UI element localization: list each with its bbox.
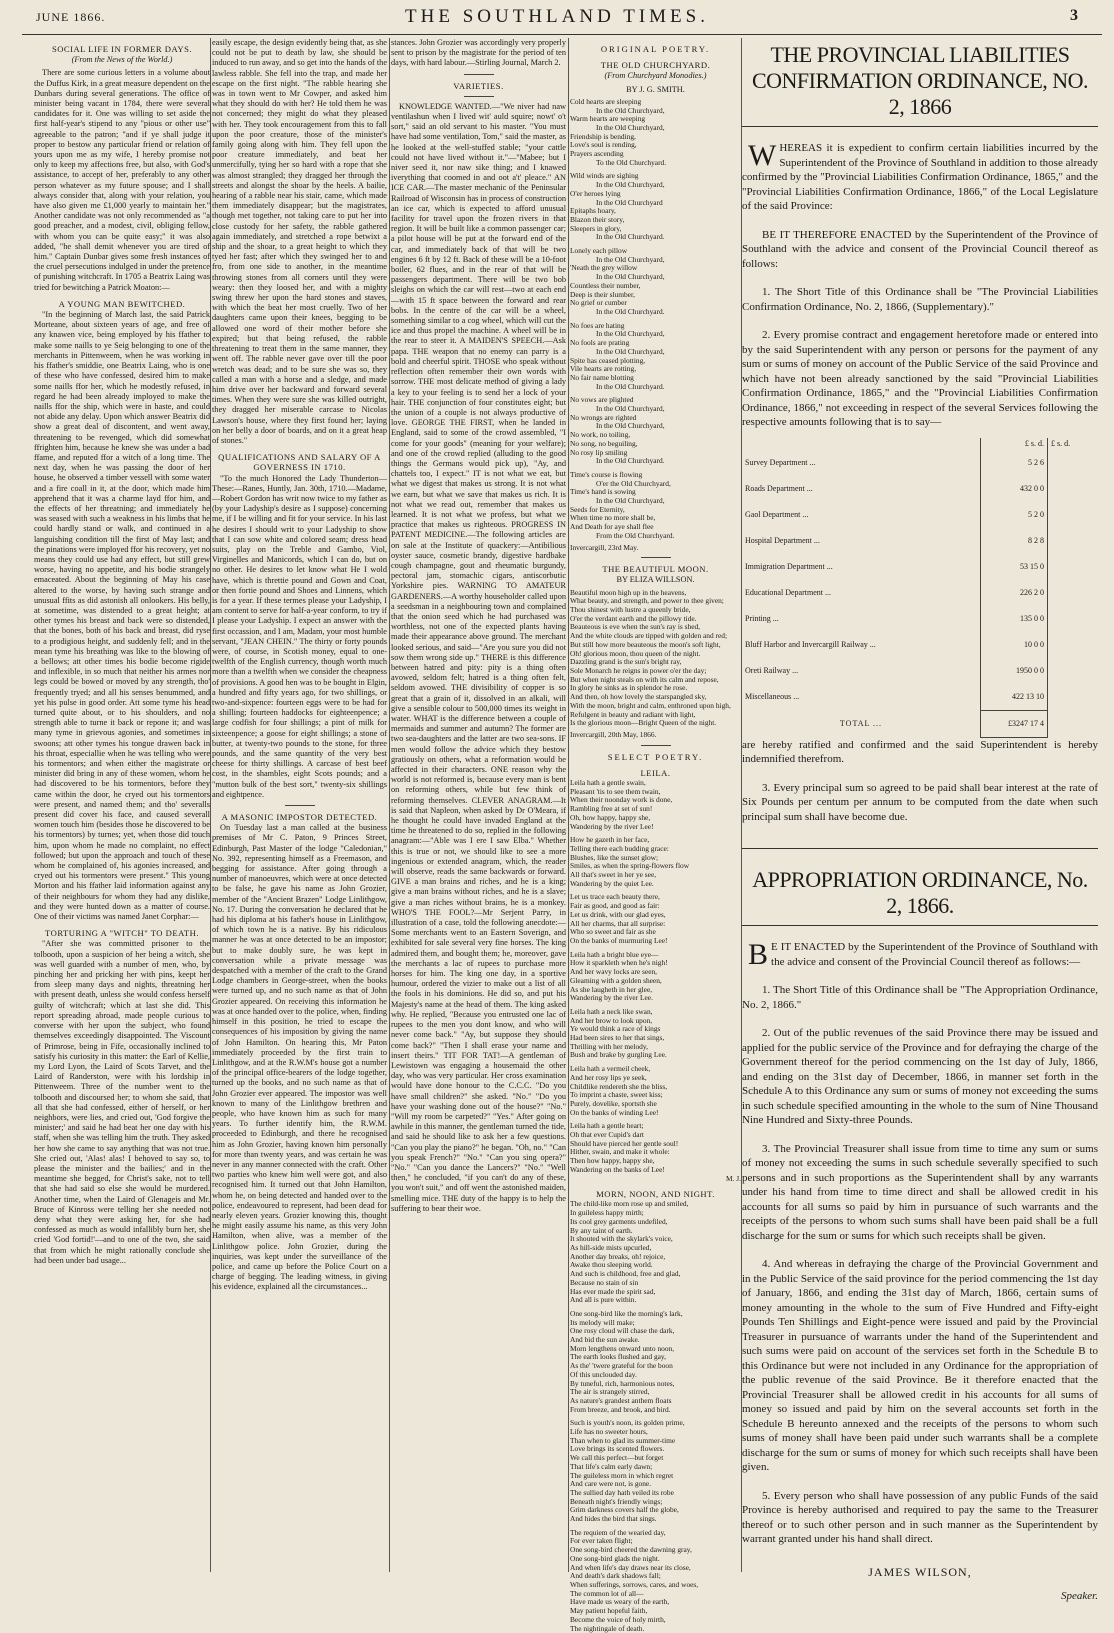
poem-line: No rosy lip smiling xyxy=(570,447,628,457)
poem-line: Life has no sweeter hours, xyxy=(570,1427,648,1437)
poem-title: THE OLD CHURCHYARD. xyxy=(600,60,711,71)
poem-line: Cold hearts are sleeping xyxy=(570,96,642,106)
poem-line: Refulgent in beauty and radiant with light, xyxy=(570,709,696,719)
poem-line: Wild winds are sighing xyxy=(570,171,639,181)
poem-line: Oh, how happy, happy she, xyxy=(570,812,651,822)
section-3: 3. The Provincial Treasurer shall issue from time to time any sum or sums of money not exceeding the sums in such schedule severally specified to such persons and in such proportions as the Superintendent shall by any warrants under his hand from time to time direct and shall be allowed credit in his accounts for all sums so paid by him in pursuance of such warrants and the receipts of the persons to whom such sums shall have been paid shall be a full discharge for the sum or sums for which such receipts shall be given. xyxy=(742,1142,1098,1242)
schedule-row xyxy=(742,684,1098,711)
poem-line: One song-bird cheered the dawning gray, xyxy=(570,1545,692,1555)
schedule-header-amount: £ s. d. xyxy=(981,438,1048,450)
poem-line: The earth looks flushed and gay, xyxy=(570,1352,666,1362)
poem-body xyxy=(570,779,741,1175)
poem-line: Smiles, as when the spring-flowers flow xyxy=(570,861,690,871)
poem-line: Purely, dovelike, sportsth she xyxy=(570,1098,657,1108)
poem-line: No fair name blotting xyxy=(570,372,634,382)
poem-line: Let us drink, with our glad eyes, xyxy=(570,909,666,919)
poem-line: Beauteous is eve when the sun's ray is shed, xyxy=(570,622,701,632)
poem-line: The child-like morn rose up and smiled, xyxy=(570,1199,689,1209)
poem-line: Deep is their slumber, xyxy=(570,289,635,299)
poem-line: We call this perfect—but forget xyxy=(570,1453,664,1463)
poem-line: And her rosy lips ye seek, xyxy=(570,1072,647,1082)
poem-line: When sufferings, sorrows, cares, and woes, xyxy=(570,1580,699,1589)
schedule-item: Roads Department ... xyxy=(745,484,813,493)
poem-line: In the Old Churchyard, xyxy=(596,180,665,190)
poem-line: Warm hearts are weeping xyxy=(570,114,646,124)
poem-line: In glory he sinks as in splendor he rose. xyxy=(570,683,688,693)
signature-role: Speaker. xyxy=(1061,1589,1098,1602)
poem-line: Time's course is flowing xyxy=(570,469,643,479)
poem-source: (From Churchyard Monodies.) xyxy=(604,71,707,81)
poem-line: And her brow to look upon, xyxy=(570,1015,653,1025)
separator xyxy=(464,96,494,97)
poem-line: Childlike rendereth she the bliss, xyxy=(570,1081,668,1091)
schedule-amount: 53 15 0 xyxy=(981,554,1048,580)
schedule-item: Immigration Department ... xyxy=(745,562,833,571)
separator xyxy=(641,557,671,558)
schedule-amount: 10 0 0 xyxy=(981,632,1048,658)
article-paragraph: stances. John Grozier was accordingly very properly sent to prison by the magistrate for the period of ten days, with hard labour.—Stirling Journal, March 2. xyxy=(391,38,566,68)
poem-line: In the Old Churchyard. xyxy=(596,232,665,242)
poem-line: In the Old Churchyard, xyxy=(596,254,665,264)
appropriation-enacting-clause xyxy=(742,940,1098,969)
schedule-amount: 8 2 8 xyxy=(981,528,1048,554)
ordinance-divider xyxy=(742,848,1098,849)
poem-signature: Invercargill, 23rd May. xyxy=(570,542,639,552)
poem-line: As she laugheth in her glee, xyxy=(570,984,653,994)
section-heading: ORIGINAL POETRY. xyxy=(600,44,711,54)
poem-line: For ever taken flight; xyxy=(570,1536,633,1546)
poem-line: What beauty, and strength, and power to thee given; xyxy=(570,596,724,606)
poem-line: To imprint a chaste, sweet kiss; xyxy=(570,1090,663,1100)
poem-line: Oh that ever Cupid's dart xyxy=(570,1130,644,1140)
schedule-row xyxy=(742,476,1098,502)
poem-line: As hill-side mists upcurled, xyxy=(570,1242,652,1252)
article-heading: QUALIFICATIONS AND SALARY OF A GOVERNESS IN 1710. xyxy=(218,452,381,473)
schedule-total-cell xyxy=(1048,554,1099,580)
poem-line: Who so sweet and fair as she xyxy=(570,927,656,937)
poem-title: MORN, NOON, AND NIGHT. xyxy=(596,1189,715,1200)
schedule-row xyxy=(742,632,1098,658)
poem-line: In the Old Churchyard, xyxy=(596,346,665,356)
schedule-row xyxy=(742,606,1098,632)
poem-signature: Invercargill, 20th May, 1866. xyxy=(570,729,657,739)
poem-line: Of this unclouded day. xyxy=(570,1369,637,1379)
schedule-amount: 135 0 0 xyxy=(981,606,1048,632)
poem-line: How it sparkleth when he's nigh! xyxy=(570,958,668,968)
poem-line: Leila hath a gentle heart; xyxy=(570,1121,644,1131)
poem-line: By any taint of earth. xyxy=(570,1225,633,1235)
schedule-total-cell xyxy=(1048,658,1099,684)
poem-line: Beneath night's friendly wings; xyxy=(570,1496,663,1506)
poem-line: But when night steals on with its calm and repose, xyxy=(570,674,719,684)
poem-line: Another day breaks, oh! rejoice, xyxy=(570,1251,666,1261)
poem-line: No foes are hating xyxy=(570,320,625,330)
schedule-total-cell xyxy=(1048,632,1099,658)
poem-line: Because no stain of sin xyxy=(570,1277,639,1287)
poem-line: Wandering by the river Lee! xyxy=(570,821,654,831)
masthead xyxy=(0,0,1114,32)
poem-line: Its cool grey garments undefiled, xyxy=(570,1216,668,1226)
poem-line: Oh! glorious moon, thou queen of the night. xyxy=(570,648,701,658)
schedule-amount: 422 13 10 xyxy=(981,684,1048,711)
poem-line: Friendship is bending, xyxy=(570,131,636,141)
poem-line: And the white clouds are tipped with golden and red; xyxy=(570,631,728,641)
poem-line: Sole Monarch he reigns in power o'er the day; xyxy=(570,666,707,675)
article-paragraph: "In the beginning of March last, the said Patrick Morteane, about sixteen years of age, and free of any knawen vice, being employed by his ffather to make some naills to ye Seig belonging to one of the merchants in Pittenweem, when he was working in his ffather's smiddie, one Beatrix Laing, who is one of these who have confessed, desired him to make some naills ffor her, which he modestly refused, in regard he had been already imployed to make the naills ffor the ship, which were in haste, and could not abide any delay. Upon which answer Beatrix did show a great deal of discontent, and went away, threatening to be revenged, which did somewhat ffrighten him, because he knew she was under a bad ffame, and reputed ffor a witch of a long time. The next day, when he was passing the door of her house, he observed a timber vessell with some water and a fire coall in it, at the door, which made him apprehend that it was a charme layd ffor him, and the effects of her threatning; and immediately he was seased with such a weakness in his limbs that he could hardly stand or walk, and continued in a languishing condition till the first of May last; and the pinations were imployed ffor his recovery, yet no means they could use had any effect, but still grew worse, having no appetite, and his bodie strangely emaceated. About the beginning of May his case altered to the worse, by having such strange and unusual ffits as did astonish all onlookers. His belly, at sometime, was distended to a great height; at other tymes his breast and back were so distended, that the bones, both of his back and breast, did ryse to a prodigious height, and suddenly fell; and in the mean tyme his breathing was like to the blowing of a bellows; att other times his bodie become rigide and inflexible, in so much that neither his armes nor legs could be bowed or moved by any strength, tho' frequently tryed; and all his senses benummed, and yet his pulse in good order. Att some tyme his head turned quite about, or to his shoulders, and no strength able to turne it back or repone it; and was many tyme in grievous agonies, and sometimes in swoons; att other tymes his tongue drawen back in his throat, especiallie when he was telling who were his tormentors; and when either the magistrate or minister did bring in any of these women, whom he had discovered to be his tormentors, before they came within the door, he cryed out his tormentors were present, and named them; and tho' severalls present did cover his face, and caused severall women touch him (besides those he discovered to be his tormentors) by turnes; yet, when those did touch him, upon whom he made no complaint, no effect followed; but upon the approach and touch of these whom he complained of, his agonies increased, and cryed out his tormentors were present." This young Morton and his ffather laid information against any of their neighbours for whom they had any dislike, and they were hunted down as a matter of course. One of their victims was named Janet Corphar:— xyxy=(34,310,210,922)
schedule-item: Bluff Harbor and Invercargill Railway ... xyxy=(745,640,876,649)
article-paragraph: easily escape, the design evidently being that, as she could not be put to death by law, she should be induced to run away, and so get into the hands of the lawless rabble. She fell into the trap, and made her escape on the first night. "The rabble hearing she was in town went to Mr Cowper, and asked him what they should do with her? He told them he was not concerned; they might do what they pleased with her. They took encouragement from this to fall upon the poor creature, those of the minister's family going along with him. They fell upon the poor creature immediately, and beat her unmercifully, tying her so hard with a rope that she was almost strangled; they dragged her through the streets and alongst the shoar by the heels. A bailie, hearing of a rabble near his stair, came, which made them immediately disappear; but the magistrates, though met together, not taking care to put her into close custody for her safety, the rabble gathered again immediately, and stretched a rope betwixt a ship and the shoar, to a great height to which they tyed her fast; after which they swinged her to and fro, from one side to another, in the meantime throwing stones from all corners until they were weary: then they loosed her, and with a mighty swing threw her upon the hard stones and staves, with which the beat her most cruelly. Two of her daughters came upon their knees, begging to be allowed one word of their mother before she expired; but that being refused, the rabble threatening to treat them in the same manner, they went off. The rabble never gave over till the poor wretch was dead; and to be sure she was so, they called a man with a horse and a sledge, and made him drive over her backward and forward several times. When they were sure she was killed outright, they dragged her miserable carcase to Nicolas Lawson's house, where they first found her; laying on her belly a door of boards, and on it a great heap of stones." xyxy=(212,38,387,445)
poem-title: LEILA. xyxy=(640,767,671,778)
schedule-amount: 5 2 0 xyxy=(981,502,1048,528)
poem-line: Such is youth's noon, its golden prime, xyxy=(570,1418,685,1428)
poem-line: On the banks of murmuring Lee! xyxy=(570,935,668,945)
poem-line: Blazon their story, xyxy=(570,214,625,224)
poem-line: Wandering by the quiet Lee. xyxy=(570,878,654,888)
poem-line: In the Old Churchyard, xyxy=(596,404,665,414)
schedule-row xyxy=(742,450,1098,476)
article-heading: SOCIAL LIFE IN FORMER DAYS. xyxy=(51,44,193,54)
poem-line: In the Old Churchyard, xyxy=(596,272,665,282)
schedule-row xyxy=(742,658,1098,684)
poem-line: Grim darkness covers half the globe, xyxy=(570,1505,679,1515)
poem-line: O'er heroes lying xyxy=(570,188,621,198)
schedule-row xyxy=(742,502,1098,528)
poem-line: The common lot of all— xyxy=(570,1588,644,1598)
column-2 xyxy=(212,38,387,1572)
schedule-item: Gaol Department ... xyxy=(745,510,809,519)
poem-line: No song, no beguiling, xyxy=(570,438,638,448)
schedule-total-cell xyxy=(1048,502,1099,528)
poem-line: And bid the sun awake. xyxy=(570,1335,640,1345)
poem-line: In guileless happy mirth; xyxy=(570,1208,644,1218)
poem-line: Fair as good, and good as fair: xyxy=(570,901,660,911)
whereas-paragraph xyxy=(742,141,1098,214)
poem-line: O'er the verdant earth and the pillowy tide. xyxy=(570,613,697,623)
schedule-total-cell xyxy=(1048,528,1099,554)
poem-line: The air is strangely stirred, xyxy=(570,1387,650,1397)
separator xyxy=(464,74,494,75)
poem-line: On the banks of winding Lee! xyxy=(570,1107,659,1117)
poem-line: It shouted with the skylark's voice, xyxy=(570,1234,673,1244)
poem-line: Hither, swain, and make it whole: xyxy=(570,1147,670,1157)
masthead-rule xyxy=(22,34,1102,35)
schedule-item: Printing ... xyxy=(745,614,779,623)
poem-line: Wandering by the river Lee. xyxy=(570,993,653,1003)
poem-line: In the Old Churchyard. xyxy=(596,381,665,391)
poem-line: Prayers ascending xyxy=(570,149,624,159)
section-3: 3. Every principal sum so agreed to be paid shall bear interest at the rate of Six Pounds per centum per annum to be computed from the date when such principal sum shall have become due. xyxy=(742,781,1098,823)
article-paragraph: On Tuesday last a man called at the business premises of Mr C. Paton, 9 Princes Street, Edinburgh, Past Master of the lodge "Caledonian," No. 392, representing himself as a Freemason, and begging for assistance. After going through a number of manoeuvres, which were at once detected to be false, he gave his name as John Grozier, member of the "Ancient Brazen" Lodge Linlithgow, No. 17. During the conversation he declared that he had his diploma at his father's house in Linlithgow, of which town he is a native. By his ridiculous manner he was at once detected to be an impostor; but to make doubly sure, he was kept in conversation while a private message was despatched with a member of the craft to the Grand Lodge chambers in George-street, when the books were turned up, and no such name as that of John Grozier appeared. On receiving this information he was at once handed over to the police, when, finding himself in this position, he tried to escape the consequences of his imposition by giving the name of John Hamilton. On hearing this, Mr Paton immediately proceeded by the first train to Linlithgow, and at the R.W.M's house got a number of the principal office-bearers of the lodge together, turned up the books, and no such name as that of John Grozier ever appeared. The impostor was well known to many of the Linlithgow brethren and people, who have known him as such for many years. To further identify him, the R.W.M. proceeded to Edinburgh, and there he recognised him as John Grozier, having known him personally for more than twenty years, and was certain he was never in any manner connected with the craft. Other two parties who knew him well were got, and also recognised him. It turned out that John Hamilton, whom he, on being detected and handed over to the police, endeavoured to represent, had been dead for nearly eleven years. Grozier knowing this, thought he might easily assume his name, as this very John Hamilton, when alive, was a member of the Linlithgow police. John Grozier, during the inquiries, was kept under the surveillance of the police, and came up before the Police Court on a charge of begging. The leading witness, in giving his evidence, explained all the circumstances... xyxy=(212,823,387,1292)
poem-line: When their noonday work is done, xyxy=(570,795,673,805)
poem-line: No vows are plighted xyxy=(570,395,634,405)
schedule-total-cell xyxy=(1048,580,1099,606)
poem-line: Wandering on the banks of Lee! xyxy=(570,1164,665,1174)
section-5: 5. Every person who shall have possession of any public Funds of the said Province is hereby authorised and required to pay the same to the Treasurer thereof or to such other person and in such manner as the Superintendent by warrant granted under his hand shall direct. xyxy=(742,1489,1098,1545)
poem-line: Love's soul is rending, xyxy=(570,140,637,150)
article-source: (From the News of the World.) xyxy=(71,55,173,65)
schedule-amount: 432 0 0 xyxy=(981,476,1048,502)
article-paragraph: "To the much Honored the Lady Thunderton—These:—Ranes, Huntly, Jan. 30th, 1710.—Madame,—Robert Gordon has writ now twice to my father as (by your Ladyship's desire as I suppose) concerning me, if I be willing and fit for your service. In his last he desires I should writ to your Ladyship to show that I can sow white and colored seam; dress head suits, play on the Treble and Gambo, Viol, Virginelles and Manicords, which I can do, but on no other. He desires to let know what He I wold have, which is threttie pound and Gown and Coat, or then fortie pound and Shoes and Linnens, which is for a year. If these termes please your Ladyship, I am content to serve for half-a-year conform, to try if I please your Ladyship. I expect an answer with the first occassion, and I am, Madam, your most humble servant, "JEAN CHEIN." The thirty or forty pounds were, of course, in Scotish money, equal to one-twelfth of the English currency, though worth much more than a twelfth when we consider the cheapness of provisions. A good hen was to be bought in Elgin, a hundred and fifty years ago, for two shillings, or two-and-sixpence: fourteen eggs were to be had for a shilling; fourteen haddocks for eighteenpence; a large codfish for four shillings; a pint of milk for sixteenpence; a goose for eight shillings; a stone of butter, at twenty-two pounds to the stone, for three pounds, and the same quantity of the very best cheese for thirty shillings. A carcase of best beef cost, in the shambles, eight Scots pounds; and a "mutton bulk of the best sort," twenty-six shillings and eightpence. xyxy=(212,473,387,799)
poem-line: Spite has ceased plotting, xyxy=(570,355,646,365)
poem-line: To the Old Churchyard. xyxy=(596,157,667,167)
article-subheading: TORTURING A "WITCH" TO DEATH. xyxy=(45,928,199,939)
poem-line: Seeds for Eternity, xyxy=(570,504,625,514)
poem-line: No wrongs are righted xyxy=(570,412,637,422)
ordinances-column xyxy=(742,38,1098,1602)
poem-line: In the Old Churchyard xyxy=(596,197,663,207)
poem-line: All that's sweet in her ye see, xyxy=(570,870,657,880)
poem-line: No grief or cumber xyxy=(570,298,627,308)
poem-line: Beautiful moon high up in the heavens, xyxy=(570,587,687,597)
column-divider xyxy=(210,38,211,1572)
poem-line: One rosy cloud will chase the dark, xyxy=(570,1326,675,1336)
poem-line: Bush and brake by gurgling Lee. xyxy=(570,1050,667,1060)
schedule-header-row xyxy=(742,438,1098,450)
liabilities-ordinance-title: THE PROVINCIAL LIABILITIES CONFIRMATION ORDINANCE, NO. 2, 1866 xyxy=(751,42,1089,119)
poem-line: Leila hath a neck like swan, xyxy=(570,1006,653,1016)
schedule-item: Oreti Railway ... xyxy=(745,666,799,675)
poem-line: In the Old Churchyard, xyxy=(596,496,665,506)
poem-line: Leila hath a vermeil cheek, xyxy=(570,1064,651,1074)
schedule-amount: 226 2 0 xyxy=(981,580,1048,606)
section-2-conclusion: are hereby ratified and confirmed and the said Superintendent is hereby indemnified therefrom. xyxy=(742,738,1098,765)
schedule-total-cell xyxy=(1048,476,1099,502)
poem-line: Ye would think a race of kings xyxy=(570,1024,661,1034)
drop-cap: B xyxy=(748,938,769,971)
poem-author: BY J. G. SMITH. xyxy=(626,84,685,94)
poem-line: Countless their number, xyxy=(570,280,641,290)
poem-line: That life's calm early dawn; xyxy=(570,1461,653,1471)
poem-line: All her charms, that all surprise: xyxy=(570,918,666,928)
schedule-item: Miscellaneous ... xyxy=(745,692,800,702)
column-4 xyxy=(570,38,741,1633)
article-paragraph: KNOWLEDGE WANTED.—"We niver had naw ventilashun when I lived wit' auld squire; nowt' o't sort," said an old servant to his master. "You must have had some ventilation, Tom," said the master, as he looked at the well-stuffed stable; "your cattle could not have lived without it."—"Mabee; but I niver seed it, nor naw sike thing; and I knawed iverything that coomed in and oot a't' pleace." AN ICE CAR.—The master mechanic of the Peninsular Railroad of Wisconsin has in process of construction an ice car, which is expected to afford unusual facility for travel upon the frozen rivers in that region. It will be built like a common passenger car; a pilot house will be put at the forward end of the car, and immediately back of that will be two engines 6 ft by 12 ft. Back of these will be a 10-foot boiler, 62 flues, and in the rear of that will be passengers department. There will be two bob sleighs on which the car will rest—two at each end—with 15 ft space between the forward and rear bobs. In the centre of the car will be a wheel, something similar to a cog wheel, which will cut the ice and thus propel the machine. A wheel will be in the rear to steer it. A MAIDEN'S SPEECH.—Ask papa. THE weapon that no enemy can parry is a bold and cheerful spirit. THOSE who speak without reflection often remember their own words with sorrow. THE most delicate method of giving a lady a key to your feeling is to send her a lock of your hair. THE conjunction of four constitutes eight; but the union of a couple is not always productive of love. GEORGE THE FIRST, when he landed in England, said to some of the crowd assembled, "I come for your goods" (meaning for your welfare); and one of the crowd replied (alluding to the good things the Germans would pick up), "Ay, and chattels too, I expect." IT is not what we eat, but what we digest that makes us strong. It is not what we earn, but what we save that makes us rich. It is not what we read out, remember that makes us learned. It is not what we profess, but what we practice that makes us righteous. PROGRESS IN PATENT MEDICINE.—The following articles are on sale at the Institute of quackery:—Antibilious oyster sauce, cosmetic brandy, digestive hardbake cough champagne, gout and rheumatic burgundy, pectoral jam, stomachic cigars, antiscorbutic Yorkshire pies. WARNING TO AMATEUR GARDENERS.—A worthy householder called upon a seedsman in a neighbouring town and complained that the onion seed which he had purchased was worthless, not one of the expected plants having made their appearance above ground. The merchant looked serious, and said—"Are you sure you did not sow them wrong side up." THERE is this difference between hatred and pity: pity is a thing often avowed, seldom felt; hatred is a thing often felt, seldom avowed. THE divisibility of copper is so great that a grain of it, dissolved in an alkali, will give a sensible colour to 500,000 times its weight in water. WHAT is the difference between a couple of mermaids and summer and autumn? The former are two sea-daughters and the latter are two sea-sons. IF men would follow the advice which they bestow gratiously on others, what a reformation would be affected in their characters. ONE reason why the world is not reformed is, because every man is bent on reforming others, while but few think of reforming themselves. CLEVER ANAGRAM.—It is said that Napleon, when asked by Dr O'Meara, if he thought he could have invaded England at the time he threatened to do so, replied in the following anagram:—"Able was I ere I saw Elba." Whether this is true or not, we should like to see a more ingenious or extended anagram, which, the reader will observe, reads the same backwards or forward. GIVE a man brains and riches, and he is a king; give a man brains without riches, and he is a slave; give a man riches without brains, he is a monkey. WHO'S THE FOOL?—Mr Serjent Parry, in illustration of a case, told the following anecdote:—Some merchants went to an Eastern Soverign, and exhibited for sale several very fine horses. The king admired them, and bought them; he, moreover, gave the merchants a lac of rupees to purchase more horses for him. The king one day, in a sportive humour, ordered the vizier to make out a list of all the fools in his dominions. He did so, and put his Majesty's name at the head of them. The king asked why. He replied, "Because you entrusted one lac of rupees to the men you dont know, and who will never come back." "Ay, but suppose they should come back?" "Then I shall erase your name and insert theirs." TIT FOR TAT!—A gentleman of Lewistown was engaging a housemaid the other day, who was very particular. Her cross examination would have done honour to the C.C.C. "Do you have small children?" she asked. "No." "Do you have your washing done out of the house?" "No." "Will my room be carpeted?" "Yes." After going on awhile in this manner, the gentleman turned the tide, and said he should like to ask her a few questions. "Can you play the piano?" he began. "Oh, no." "Can you speak French?" "No." "Can you sing opera?" "No." "Can you dance the Lancers?" "No." "Well then," he concluded, "if you can't do any of these, you won't suit," and off went the astonished maiden, smelling mice. THE duty of the happy is to help the suffering to bear their woe. xyxy=(391,101,566,1213)
poem-line: By tuneful, rich, harmonious notes, xyxy=(570,1378,675,1388)
schedule-total-row xyxy=(742,710,1098,737)
poem-line: And then, oh how lovely the starspangled sky, xyxy=(570,692,707,702)
poem-line: And care were not, is gone. xyxy=(570,1479,652,1489)
article-heading: A MASONIC IMPOSTOR DETECTED. xyxy=(221,812,378,823)
poem-body xyxy=(570,98,741,541)
page-number: 3 xyxy=(1070,7,1078,24)
poem-line: Time's hand is sowing xyxy=(570,487,636,497)
column-1 xyxy=(34,38,210,1572)
whereas-text: HEREAS it is expedient to confirm certain liabilities incurred by the Superintendent of the Province of Southland in addition to those already confirmed by the "Provincial Liabilities Confirmation Ordinance, 1865," and the "Provincial Liabilities Confirmation Ordinance, 1866," of the Local Legislature of the said Province: xyxy=(742,142,1098,212)
article-subheading: A YOUNG MAN BEWITCHED. xyxy=(58,298,186,309)
poem-line: When time no more shall be, xyxy=(570,513,656,523)
poem-line: In the Old Churchyard. xyxy=(596,456,665,466)
column-3 xyxy=(391,38,566,1572)
poem-line: Had been sires to her that sings, xyxy=(570,1033,665,1043)
poem-line: Vile hearts are rotting, xyxy=(570,364,637,374)
schedule-item: Educational Department ... xyxy=(745,588,831,597)
column-divider xyxy=(389,38,390,1572)
section-1: 1. The Short Title of this Ordinance shall be "The Appropriation Ordinance, No. 2, 1866." xyxy=(742,984,1098,1011)
schedule-total-label: TOTAL ... xyxy=(839,719,883,728)
liabilities-schedule xyxy=(742,438,1098,738)
appropriation-ordinance-title: APPROPRIATION ORDINANCE, No. 2, 1866. xyxy=(752,867,1088,918)
separator xyxy=(285,805,315,806)
section-2: 2. Every promise contract and engagement heretofore made or entered into by the said Superintendent with any person or persons for the payment of any sum or sums of money on account of the Public Service of the said Province and which have not been already sanctioned by the said "Provincial Liabilities Confirmation Ordinance, 1865," and the "Provincial Liabilities Confirmation Ordinance, 1866," not exceeding in respect of the several Services following the respective amounts following that is to say— xyxy=(742,329,1098,428)
poem-line: The nightingale of death. xyxy=(570,1623,645,1633)
enacting-text: E IT ENACTED by the Superintendent of the Province of Southland with the advice and consent of the Provincial Council thereof as follows:— xyxy=(771,941,1098,968)
poem-line: One song-bird like the morning's lark, xyxy=(570,1308,683,1318)
poem-author: BY ELIZA WILLSON. xyxy=(616,575,695,585)
poem-body xyxy=(570,1200,741,1633)
poem-line: And hides the bird that sings. xyxy=(570,1514,657,1524)
section-2: 2. Out of the public revenues of the said Province there may be issued and applied for the public service of the Province and for defraying the charge of the Government thereof for the period commencing on the 1st day of July, 1866, and ending on the 31st day of December, 1866, in manner set forth in the Schedule A to this Ordinance any sum or sums of money not exceeding the sums in such schedule specified amounting in the whole to the sum of Nine Thousand Nine Hundred and Sixty-three Pounds. xyxy=(742,1027,1098,1126)
poem-line: O'er the Old Churchyard, xyxy=(596,478,671,488)
poem-line: In the Old Churchyard, xyxy=(596,329,665,339)
poem-line: Gleaming with a golden sheen, xyxy=(570,975,662,985)
poem-line: Pleasant 'tis to see them twain, xyxy=(570,786,661,796)
separator xyxy=(641,745,671,746)
poem-line: Let us trace each beauty there, xyxy=(570,892,660,902)
poem-line: And her wavy locks are seen, xyxy=(570,967,658,977)
schedule-header-total: £ s. d. xyxy=(1048,438,1099,450)
poem-line: As nature's grandest anthem floats xyxy=(570,1395,672,1405)
poem-title: THE BEAUTIFUL MOON. xyxy=(602,564,709,575)
poem-line: Epitaphs hoary, xyxy=(570,206,616,216)
poem-line: Become the voice of holy mirth, xyxy=(570,1614,666,1624)
schedule-row xyxy=(742,580,1098,606)
schedule-total-cell xyxy=(1048,710,1099,737)
poem-line: May patient hopeful faith, xyxy=(570,1606,648,1616)
section-heading: SELECT POETRY. xyxy=(607,751,704,762)
poem-line: With the moon, bright and calm, enthroned upon high, xyxy=(570,700,731,710)
column-divider xyxy=(568,38,569,1572)
poem-line: Then how happy, happy she, xyxy=(570,1156,655,1166)
poem-line: Love brings its scented flowers. xyxy=(570,1444,665,1454)
poem-line: Leila hath a bright blue eye— xyxy=(570,949,659,959)
schedule-amount: 1950 0 0 xyxy=(981,658,1048,684)
poem-line: And Death for aye shall flee xyxy=(570,522,654,532)
poem-line: The guileless morn in which regret xyxy=(570,1470,674,1480)
poem-line: And death's dark shadows fall; xyxy=(570,1571,661,1581)
signature-name: JAMES WILSON, xyxy=(868,1564,972,1579)
article-paragraph: There are some curious letters in a volume about the Duffus Kirk, in a great measure dependent on the Dunbars during several generations. The office of minister being vacant in 1784, there were several candidates for it. One was willing to set aside the first half-year's stipend to any "pious or other use" agreeable to the patron; "and if ye shall judge it proper to bestow any particular friend or relation of yours upon me as my wife, I hereby promise not only to keep my affections free, but also, with God's assistance, to accept of her, preferably to any other person whatever as my future spouse; and I shall always consider that, along with your relation, you have also given me £1,000 yearly to maintain her." Another candidate was not only recommended as "a good preacher, and a modest, civil, obliging fellow, with whom you can be quite easy;" it was also added, "he shall demit whenever you are tired of him." Captain Dunbar gives some fresh instances of the cruel persecutions indulged in under the pretence of punishing witchcraft. In 1705 a Beatrix Laing was tried for bewitching a Patrick Moaton:— xyxy=(34,68,210,292)
schedule-total-cell xyxy=(1048,606,1099,632)
poem-line: Its melody will make; xyxy=(570,1317,635,1327)
schedule-row xyxy=(742,554,1098,580)
poem-line: Thou shinest with lustre a queenly bride, xyxy=(570,605,691,615)
section-1: 1. The Short Title of this Ordinance shall be "The Provincial Liabilities Confirmation Ordinance, No. 2, 1866, (Supplementary)." xyxy=(742,286,1098,313)
poem-line: No work, no toiling, xyxy=(570,430,631,440)
poem-line: From the Old Churchyard. xyxy=(596,530,675,540)
poem-line: But still how more beauteous the moon's soft light, xyxy=(570,639,721,649)
masthead-title: THE SOUTHLAND TIMES. xyxy=(405,6,709,27)
poem-line: Morn lengthens onward unto noon, xyxy=(570,1343,675,1353)
poem-line: In the Old Churchyard. xyxy=(596,306,665,316)
poem-line: And when life's day draws near its close, xyxy=(570,1562,691,1572)
poem-line: Leila hath a gentle swain, xyxy=(570,778,646,788)
schedule-total-amount: £3247 17 4 xyxy=(981,710,1048,737)
schedule-amount: 5 2 6 xyxy=(981,450,1048,476)
poem-line: Sleepers in glory, xyxy=(570,223,622,233)
enacting-clause: BE IT THEREFORE ENACTED by the Superintendent of the Province of Southland with the advice and consent of the Provincial Council thereof as follows: xyxy=(742,228,1098,270)
poem-line: How he gazeth in her face, xyxy=(570,835,650,845)
poem-line: Thrilling with her melody, xyxy=(570,1041,648,1051)
schedule-total-cell xyxy=(1048,684,1099,711)
poem-line: The sullied day hath veiled its robe xyxy=(570,1487,674,1497)
poem-line: Has ever made the spirit sad, xyxy=(570,1286,656,1296)
poem-line: One song-bird glads the night. xyxy=(570,1553,660,1563)
poem-line: In the Old Churchyard, xyxy=(596,105,665,115)
poem-line: And such is childhood, free and glad, xyxy=(570,1269,681,1279)
poem-line: In the Old Churchyard, xyxy=(596,421,665,431)
poem-line: Is the glorious moon—Bright Queen of the night. xyxy=(570,718,717,728)
poem-line: As the' 'twere grateful for the boon xyxy=(570,1361,673,1371)
poem-line: The requiem of the wearied day, xyxy=(570,1527,666,1537)
poem-line: From breeze, and brook, and bird. xyxy=(570,1404,671,1414)
article-paragraph: "After she was committed prisoner to the tolbooth, upon a suspicion of her being a witch, she was well guarded with a number of men, who, by pinching her and pricking her with pins, keept her from sleep many days and nights, threatning her with present death, unless she would confess herself guilty of witchcraft; which at last she did. This report spreading abroad, made people curious to converse with her upon the subject, who found themselves exceedingly disappointed. The Viscount of Primrose, being in Fife, occasionally inclined to satisfy his curiosity in this matter: the Earl of Kellie, my Lord Lyon, the Laird of Scots Tarvet, and the Laird of Randerston, were with his lordship in Pittenweem. Three of the number went to the tolbooth and discoursed her; to whom she said, that all that she had confessed, either of herself, or her neighbors, were lies, and cried out, 'God forgive the minister;' and said he had beat her one day with his staff, when she was telling him the truth. They asked her how she came to say anything that was not true. She cried out, 'Alas! alas! I behoved to say so, to please the minister and the bailies;' and in the meantime she begged, for Christ's sake, not to tell that she had said so else she would be murdered. Another time, when the Laird of Glenageis and Mr. Bruce of Kinross were telling her she needed not deny what they were asking her, for she had confessed as much as would infallibly burn her, she cried 'God fortid!'—and to one of the two, she said that from which he might rationally conclude she had been under bad usage... xyxy=(34,939,210,1265)
poem-line: Awake thou sleeping world. xyxy=(570,1260,653,1270)
poem-line: Have made us weary of the earth, xyxy=(570,1597,670,1607)
poem-line: Than when to glad its summer-time xyxy=(570,1435,676,1445)
poem-line: 'Neath the grey willow xyxy=(570,263,638,273)
schedule-total-cell xyxy=(1048,450,1099,476)
poem-line: And all is pure within. xyxy=(570,1295,637,1305)
poem-line: Should have pierced her gentle soul! xyxy=(570,1138,679,1148)
poem-body xyxy=(570,589,741,728)
poem-line: Dazzling grand is the sun's bright ray, xyxy=(570,657,682,667)
schedule-item: Hospital Department ... xyxy=(745,536,820,545)
poem-line: Blushes, like the sunset glow; xyxy=(570,852,659,862)
article-heading: VARIETIES. xyxy=(453,80,504,91)
poem-line: Rambling free at set of sun! xyxy=(570,804,653,814)
masthead-date: JUNE 1866. xyxy=(36,10,106,24)
poem-line: In the Old Churchyard, xyxy=(596,122,665,132)
poem-line: Telling there each budding grace: xyxy=(570,843,669,853)
schedule-row xyxy=(742,528,1098,554)
schedule-item: Survey Department ... xyxy=(745,458,816,467)
poem-line: Lonely each pillow xyxy=(570,246,628,256)
poem-signature: M. J. xyxy=(726,1173,741,1183)
section-4: 4. And whereas in defraying the charge of the Provincial Government and in the Public Service of the said province for the period commencing the 1st day of January, 1866, and ending the 31st day of March, 1866, certain sums of money amounting in the whole to the sum of Five Hundred and Fifty-eight Pounds Ten Shillings and Eight-pence were issued and paid by the Provincial Treasurer in pursuance of warrants under the hand of the Superintendent and such sums were paid on account of the services set forth in the Schedule B to this Ordinance but were not included in any Ordinance for the appropriation of the public revenue of the said Province. Be it therefore enacted that the Provincial Treasurer shall be allowed credit in his accounts for all sums of money so issued and paid by him on the several accounts set forth in the Schedule B hereunto annexed and the receipts of the persons to whom such sums of money shall have been paid under such warrants shall be a complete discharge for the sum or sums of money for which such receipts shall have been given. xyxy=(742,1258,1098,1473)
drop-cap: W xyxy=(748,139,777,172)
poem-line: No fools are prating xyxy=(570,338,630,348)
